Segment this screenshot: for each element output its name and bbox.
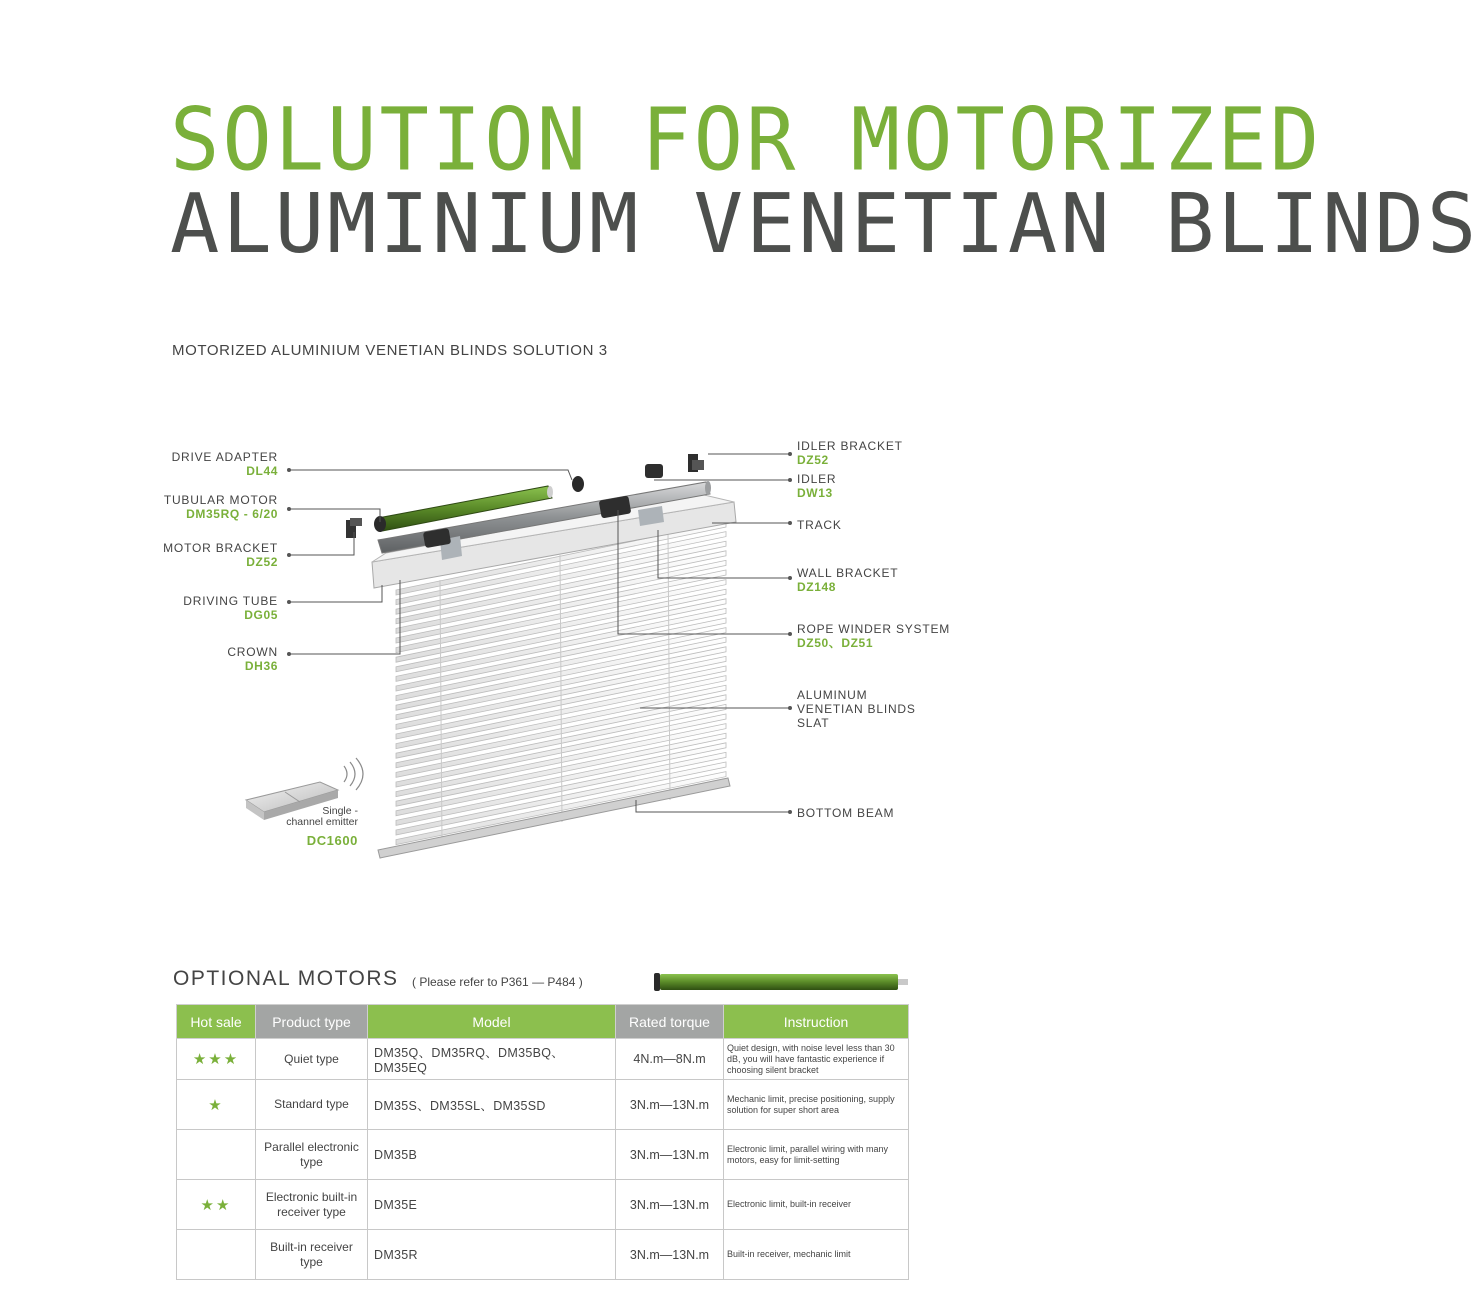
product-type: Quiet type — [256, 1039, 368, 1080]
product-type: Parallel electronic type — [256, 1130, 368, 1180]
label-code: DL44 — [246, 464, 278, 478]
label-code: DM35RQ - 6/20 — [186, 507, 278, 521]
hot-sale-stars: ★ — [177, 1080, 256, 1130]
header-instruction: Instruction — [724, 1005, 909, 1039]
label-name: CROWN — [227, 645, 278, 659]
model: DM35E — [368, 1180, 616, 1230]
emitter-code: DC1600 — [306, 833, 358, 848]
label-crown — [88, 645, 278, 673]
instruction: Built-in receiver, mechanic limit — [724, 1230, 909, 1280]
label-slat — [797, 688, 927, 730]
model: DM35S、DM35SL、DM35SD — [368, 1080, 616, 1130]
rated-torque: 3N.m—13N.m — [616, 1180, 724, 1230]
rated-torque: 3N.m—13N.m — [616, 1130, 724, 1180]
table-header-row — [177, 1005, 909, 1039]
label-drive-adapter — [88, 450, 278, 478]
optional-motors-note: ( Please refer to P361 — P484 ) — [412, 975, 583, 989]
instruction: Electronic limit, parallel wiring with many motors, easy for limit-setting — [724, 1130, 909, 1180]
label-name: TUBULAR MOTOR — [163, 493, 278, 507]
hot-sale-stars: ★★ — [177, 1180, 256, 1230]
label-code: DG05 — [244, 608, 278, 622]
label-code: DH36 — [244, 659, 278, 673]
rated-torque: 4N.m—8N.m — [616, 1039, 724, 1080]
label-name: IDLER BRACKET — [797, 439, 903, 453]
product-type: Standard type — [256, 1080, 368, 1130]
label-name: DRIVE ADAPTER — [171, 450, 278, 464]
label-name: DRIVING TUBE — [183, 594, 278, 608]
product-type: Built-in receiver type — [256, 1230, 368, 1280]
label-name: TRACK — [797, 518, 842, 532]
table-row — [177, 1039, 909, 1080]
optional-motors-title: OPTIONAL MOTORS — [173, 967, 399, 990]
emitter-line-1: Single - — [322, 805, 358, 817]
table-row — [177, 1080, 909, 1130]
rated-torque: 3N.m—13N.m — [616, 1080, 724, 1130]
label-name: IDLER — [797, 472, 837, 486]
signal-waves-icon — [344, 758, 363, 790]
emitter-line-2: channel emitter — [286, 816, 358, 828]
label-idler — [797, 472, 836, 500]
label-code: DW13 — [797, 486, 833, 500]
label-track — [797, 518, 842, 532]
header-product-type: Product type — [256, 1005, 368, 1039]
label-code: DZ148 — [797, 580, 837, 594]
label-motor-bracket — [88, 541, 278, 569]
motor-image — [650, 970, 912, 996]
hot-sale-stars: ★★★ — [177, 1039, 256, 1080]
label-rope-winder — [797, 622, 950, 650]
table-row — [177, 1180, 909, 1230]
rated-torque: 3N.m—13N.m — [616, 1230, 724, 1280]
title-line-2: ALUMINIUM VENETIAN BLINDS — [170, 177, 1479, 272]
instruction: Mechanic limit, precise positioning, supply solution for super short area — [724, 1080, 909, 1130]
label-code: DZ52 — [246, 555, 278, 569]
hot-sale-stars — [177, 1230, 256, 1280]
label-driving-tube — [88, 594, 278, 622]
label-name: BOTTOM BEAM — [797, 806, 895, 820]
hot-sale-stars — [177, 1130, 256, 1180]
label-tubular-motor — [88, 493, 278, 521]
title-line-1: SOLUTION FOR MOTORIZED — [170, 90, 1323, 191]
label-name: WALL BRACKET — [797, 566, 899, 580]
optional-motors-table — [176, 1004, 909, 1280]
header-model: Model — [368, 1005, 616, 1039]
model: DM35B — [368, 1130, 616, 1180]
label-wall-bracket — [797, 566, 898, 594]
emitter-label — [270, 806, 358, 848]
label-name: ROPE WINDER SYSTEM — [797, 622, 951, 636]
model: DM35Q、DM35RQ、DM35BQ、DM35EQ — [368, 1039, 616, 1080]
model: DM35R — [368, 1230, 616, 1280]
drive-adapter — [572, 476, 584, 492]
instruction: Electronic limit, built-in receiver — [724, 1180, 909, 1230]
table-row — [177, 1230, 909, 1280]
label-bottom-beam — [797, 806, 894, 820]
label-name: ALUMINUM VENETIAN BLINDS SLAT — [797, 688, 916, 730]
motor-shaft — [547, 486, 553, 498]
header-rated-torque: Rated torque — [616, 1005, 724, 1039]
table-row — [177, 1130, 909, 1180]
idler — [645, 464, 663, 478]
idler-bracket — [688, 454, 704, 472]
label-idler-bracket — [797, 439, 903, 467]
solution-subtitle: MOTORIZED ALUMINIUM VENETIAN BLINDS SOLUTION 3 — [172, 342, 608, 359]
label-name: MOTOR BRACKET — [163, 541, 278, 555]
product-type: Electronic built-in receiver type — [256, 1180, 368, 1230]
tube-end — [705, 481, 711, 495]
label-code: DZ52 — [797, 453, 829, 467]
header-hot-sale: Hot sale — [177, 1005, 256, 1039]
label-code: DZ50、DZ51 — [797, 636, 874, 650]
instruction: Quiet design, with noise level less than 30 dB, you will have fantastic experience if choosing silent bracket — [724, 1039, 909, 1080]
